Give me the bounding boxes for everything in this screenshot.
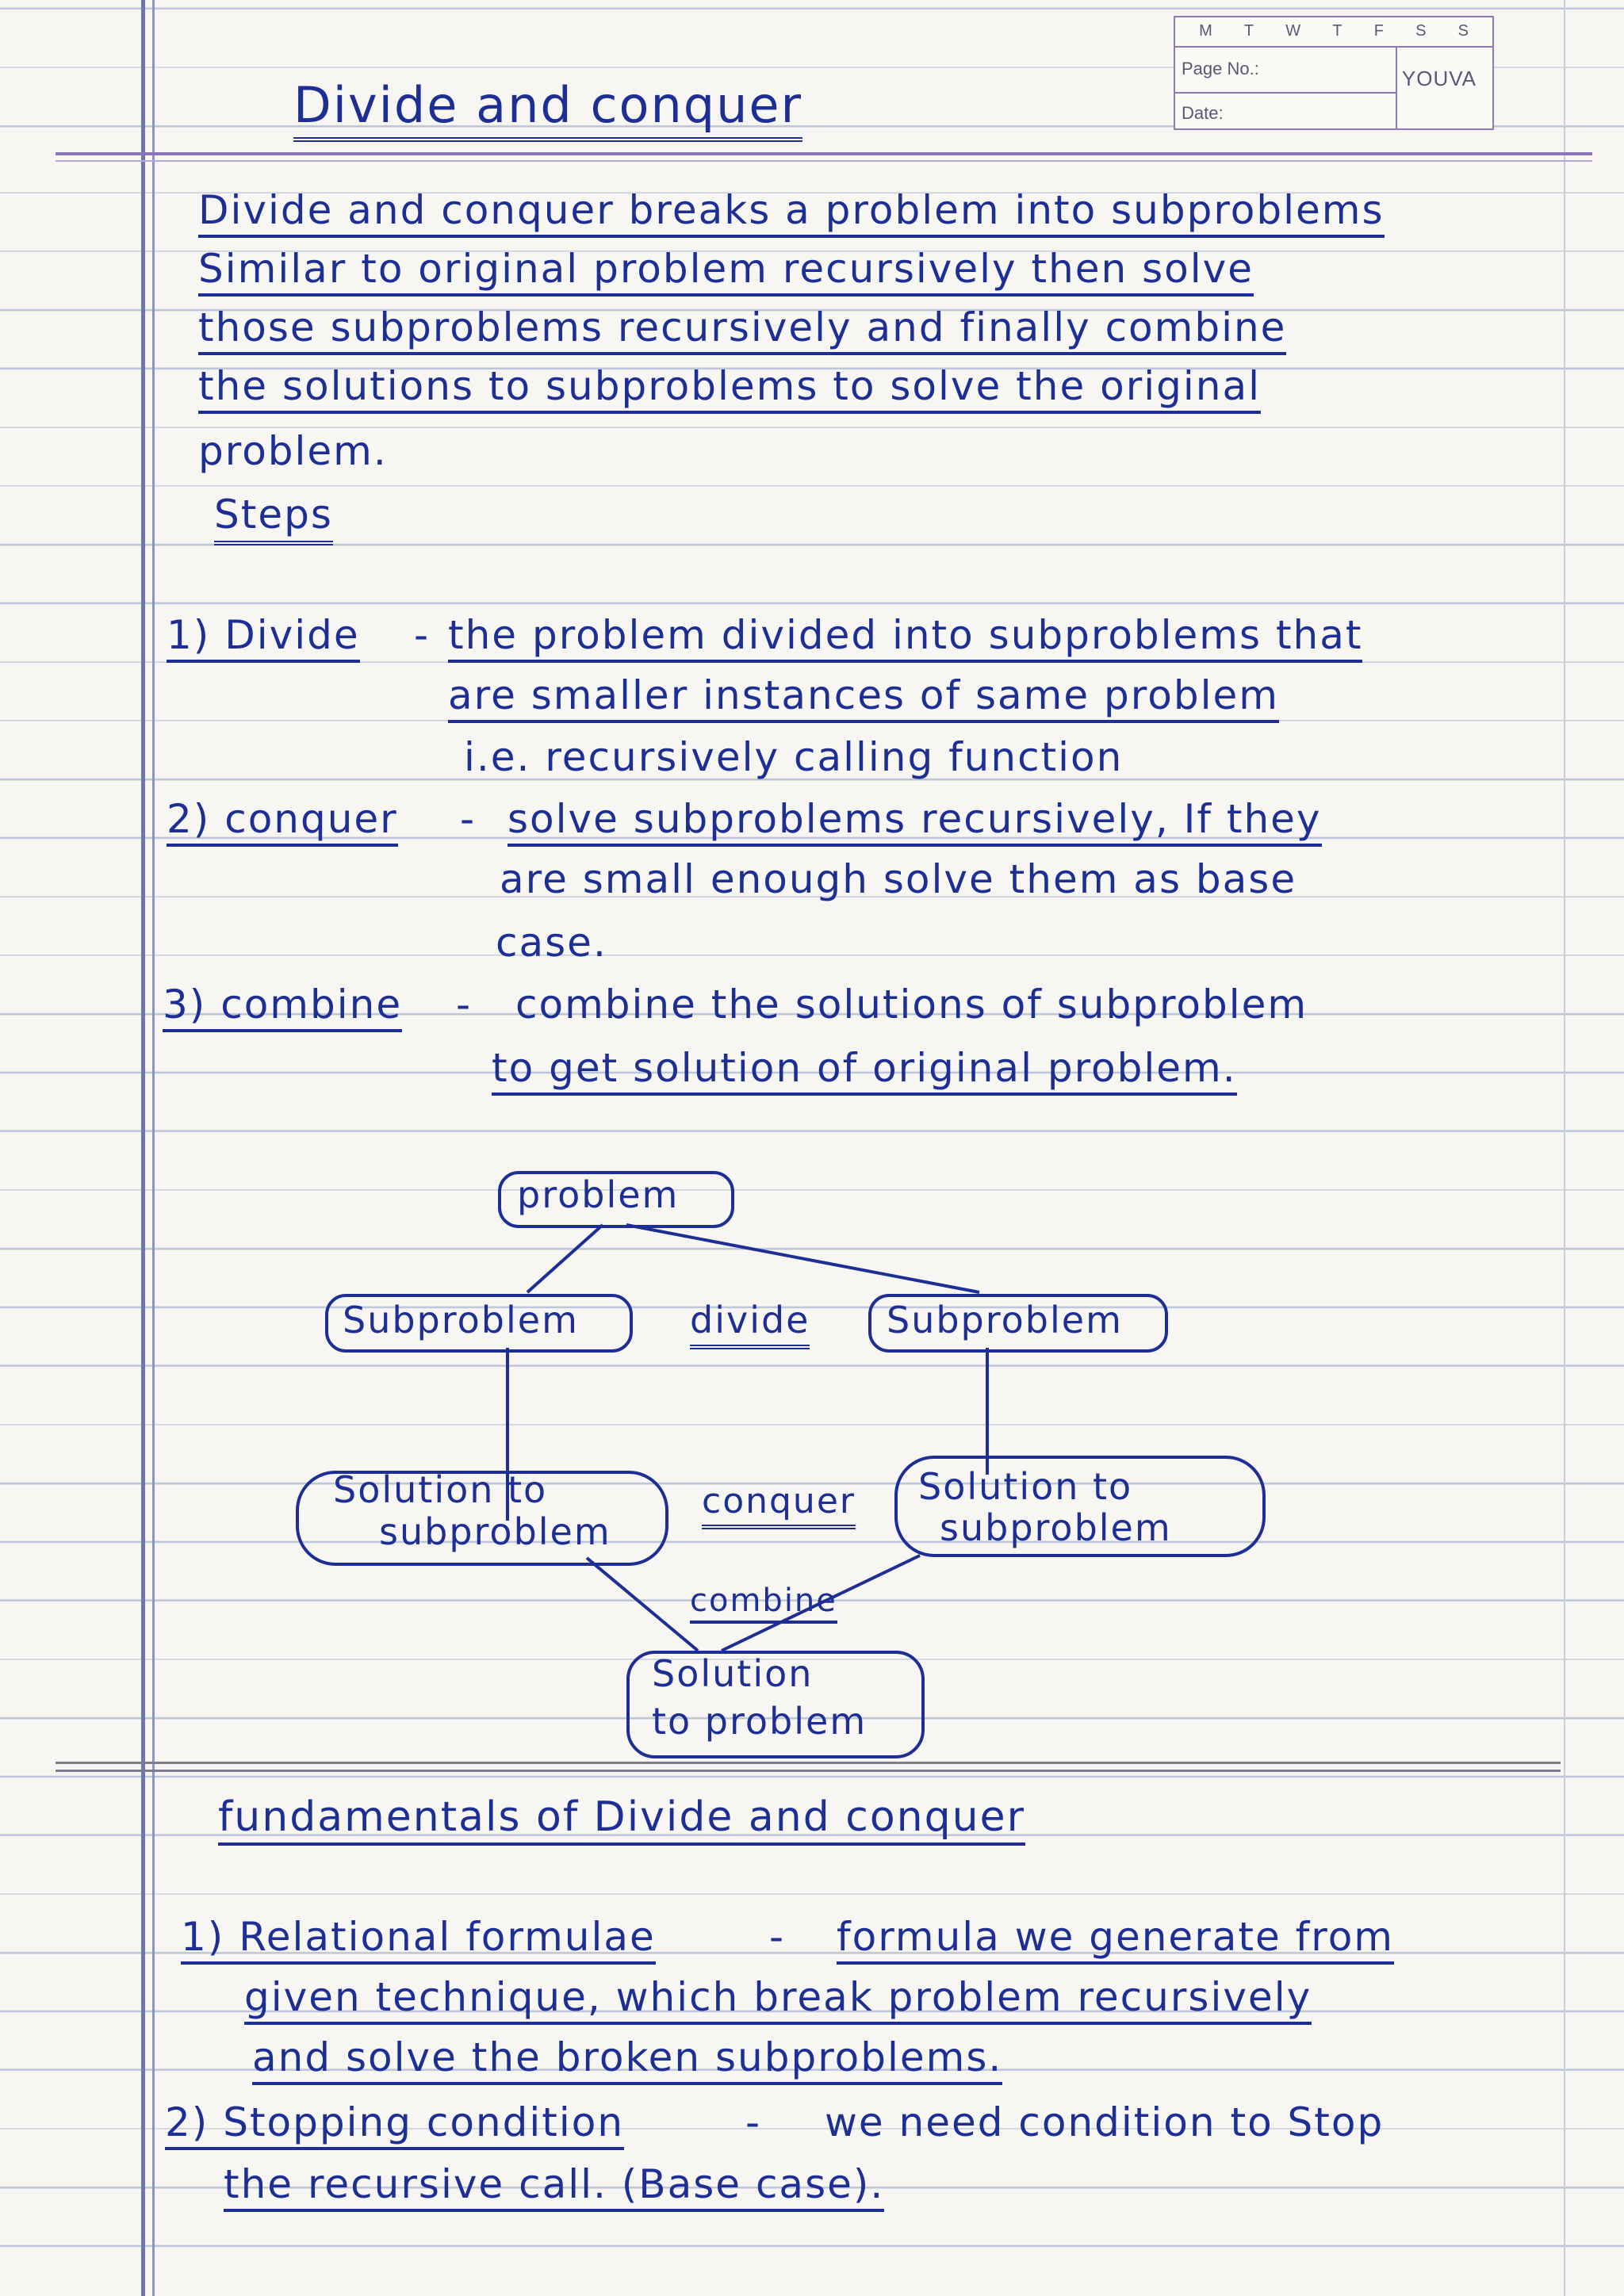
date-label: Date:: [1182, 103, 1224, 123]
step-term: 3) combine: [163, 982, 402, 1032]
step-term: 2) conquer: [167, 796, 398, 847]
fundamental-dash: -: [769, 1914, 786, 1960]
fundamental-line: given technique, which break problem recursively: [244, 1974, 1312, 2025]
solution-left-line: Solution to: [333, 1468, 548, 1511]
step-dash: -: [460, 796, 477, 842]
page-no-label: Page No.:: [1182, 59, 1259, 78]
fundamental-dash: -: [745, 2099, 762, 2145]
divide-label: divide: [690, 1299, 810, 1349]
intro-line: those subproblems recursively and finally combine: [198, 304, 1286, 355]
step-line: case.: [496, 920, 607, 966]
step-dash: -: [456, 982, 473, 1027]
step-line: combine the solutions of subproblem: [515, 982, 1308, 1027]
intro-line: Similar to original problem recursively then solve: [198, 246, 1254, 297]
weekday: S: [1457, 22, 1469, 40]
final-solution-line: Solution: [652, 1652, 814, 1695]
brand-name: YOUVA: [1401, 67, 1477, 90]
weekday: W: [1285, 22, 1301, 40]
solution-right-line: Solution to: [918, 1465, 1133, 1508]
conquer-label: conquer: [702, 1481, 856, 1529]
weekday: F: [1373, 22, 1384, 40]
intro-line: Divide and conquer breaks a problem into subproblems: [198, 187, 1385, 238]
solution-left-line: subproblem: [379, 1510, 611, 1553]
step-line: are smaller instances of same problem: [448, 672, 1279, 723]
step-line: to get solution of original problem.: [492, 1045, 1237, 1096]
step-line: i.e. recursively calling function: [464, 734, 1124, 780]
solution-right-line: subproblem: [940, 1506, 1172, 1549]
step-line: solve subproblems recursively, If they: [508, 796, 1322, 847]
fundamental-line: and solve the broken subproblems.: [252, 2034, 1002, 2085]
weekday: M: [1199, 22, 1212, 40]
weekday: T: [1243, 22, 1254, 40]
fundamentals-heading-text: fundamentals of Divide and conquer: [218, 1793, 1025, 1846]
fundamentals-heading: [218, 1793, 1025, 1841]
steps-heading: Steps: [214, 492, 333, 545]
step-dash: -: [414, 612, 431, 658]
fundamental-line: the recursive call. (Base case).: [224, 2161, 884, 2212]
step-line: the problem divided into subproblems that: [448, 612, 1362, 663]
combine-label: combine: [690, 1582, 837, 1624]
page-title: Divide and conquer: [293, 76, 802, 142]
intro-line: problem.: [198, 428, 388, 474]
section-rule: [56, 1770, 1561, 1772]
step-term: 1) Divide: [167, 612, 360, 663]
subproblem-right-label: Subproblem: [887, 1299, 1123, 1341]
weekday: S: [1415, 22, 1427, 40]
final-solution-line: to problem: [652, 1700, 868, 1743]
subproblem-left-label: Subproblem: [343, 1299, 579, 1341]
weekday: T: [1332, 22, 1342, 40]
fundamental-text: we need condition to Stop: [825, 2099, 1385, 2145]
fundamental-text: formula we generate from: [837, 1914, 1394, 1965]
intro-line: the solutions to subproblems to solve the original: [198, 363, 1261, 414]
problem-node-label: problem: [517, 1173, 680, 1216]
step-line: are small enough solve them as base: [500, 856, 1297, 902]
fundamental-term: 2) Stopping condition: [165, 2099, 624, 2150]
section-rule: [56, 1762, 1561, 1764]
fundamental-term: 1) Relational formulae: [181, 1914, 656, 1965]
